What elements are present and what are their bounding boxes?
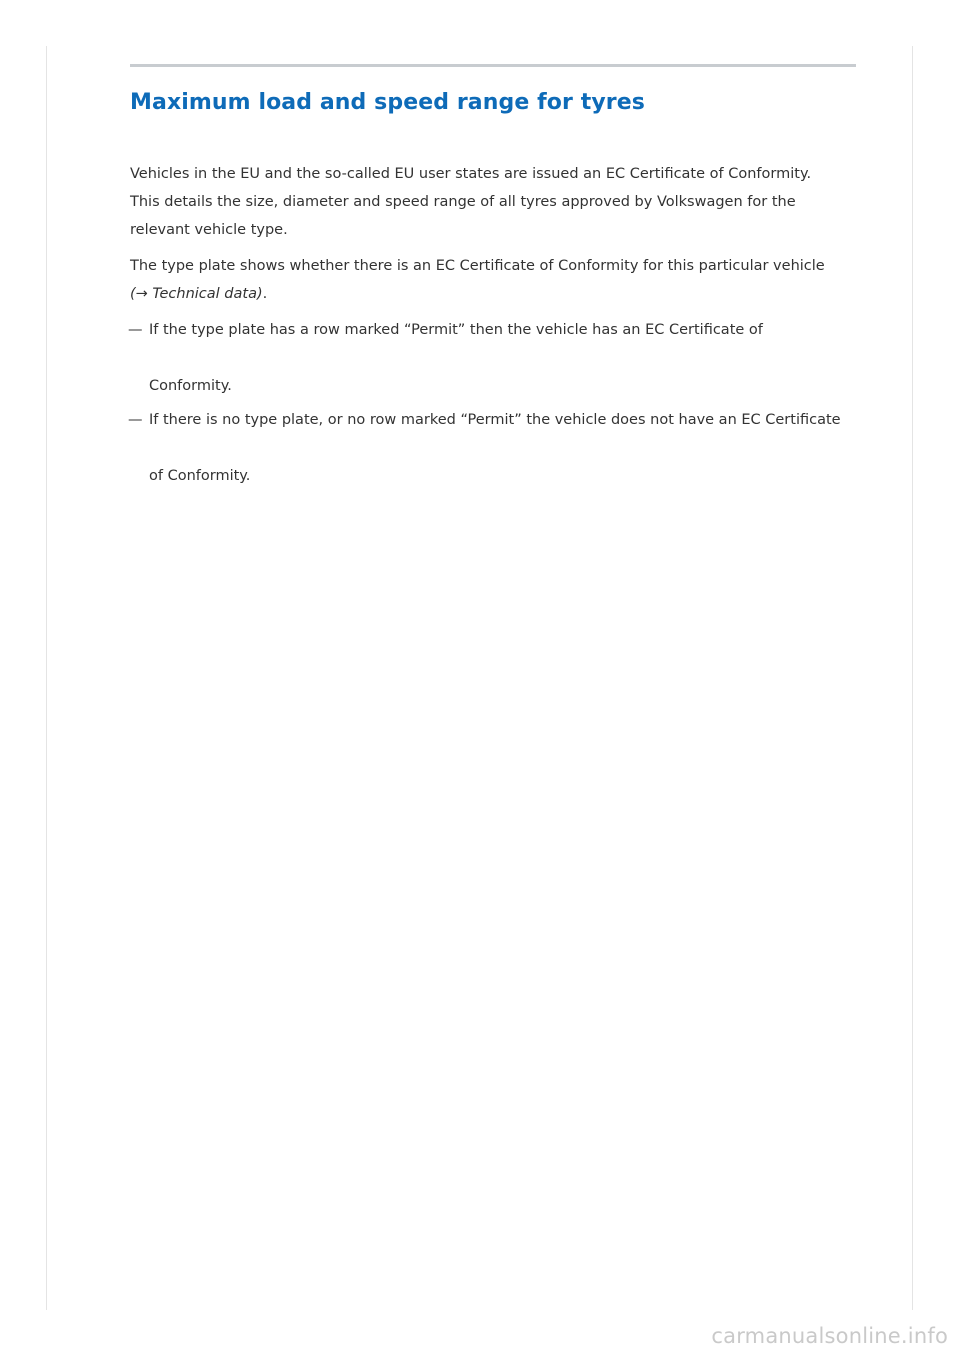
technical-data-link[interactable] xyxy=(130,286,263,302)
page-title: Maximum load and speed range for tyres xyxy=(130,90,645,115)
paragraph-line: This details the size, diameter and speed range of all tyres approved by Volkswagen for the xyxy=(130,194,796,210)
top-rule xyxy=(130,64,856,67)
dash-bullet-icon: — xyxy=(128,322,143,338)
dash-bullet-icon: — xyxy=(128,412,143,428)
paragraph-line: Vehicles in the EU and the so-called EU user states are issued an EC Certificate of Conformity. xyxy=(130,166,812,182)
arrow-right-icon: → xyxy=(135,286,148,302)
list-item-line: If the type plate has a row marked “Permit” then the vehicle has an EC Certificate of xyxy=(149,322,763,338)
watermark: carmanualsonline.info xyxy=(711,1324,948,1348)
list-item-line: of Conformity. xyxy=(149,468,251,484)
list-item xyxy=(130,316,856,400)
technical-data-link-text: Technical data) xyxy=(147,286,263,302)
list-item xyxy=(130,406,856,490)
paragraph-line: relevant vehicle type. xyxy=(130,222,288,238)
body-text xyxy=(130,160,856,496)
paragraph-line-reference xyxy=(130,280,856,308)
permit-list xyxy=(130,316,856,490)
page-border-left xyxy=(46,46,47,1310)
page-border-right xyxy=(912,46,913,1310)
sentence-period: . xyxy=(262,286,268,302)
paragraph-line: The type plate shows whether there is an EC Certificate of Conformity for this particular vehicle xyxy=(130,258,825,274)
paragraph-certificate-intro xyxy=(130,160,856,244)
paragraph-type-plate xyxy=(130,252,856,308)
ref-open-paren: ( xyxy=(130,286,136,302)
list-item-line: If there is no type plate, or no row marked “Permit” the vehicle does not have an EC Certificate xyxy=(149,412,841,428)
list-item-line: Conformity. xyxy=(149,378,232,394)
